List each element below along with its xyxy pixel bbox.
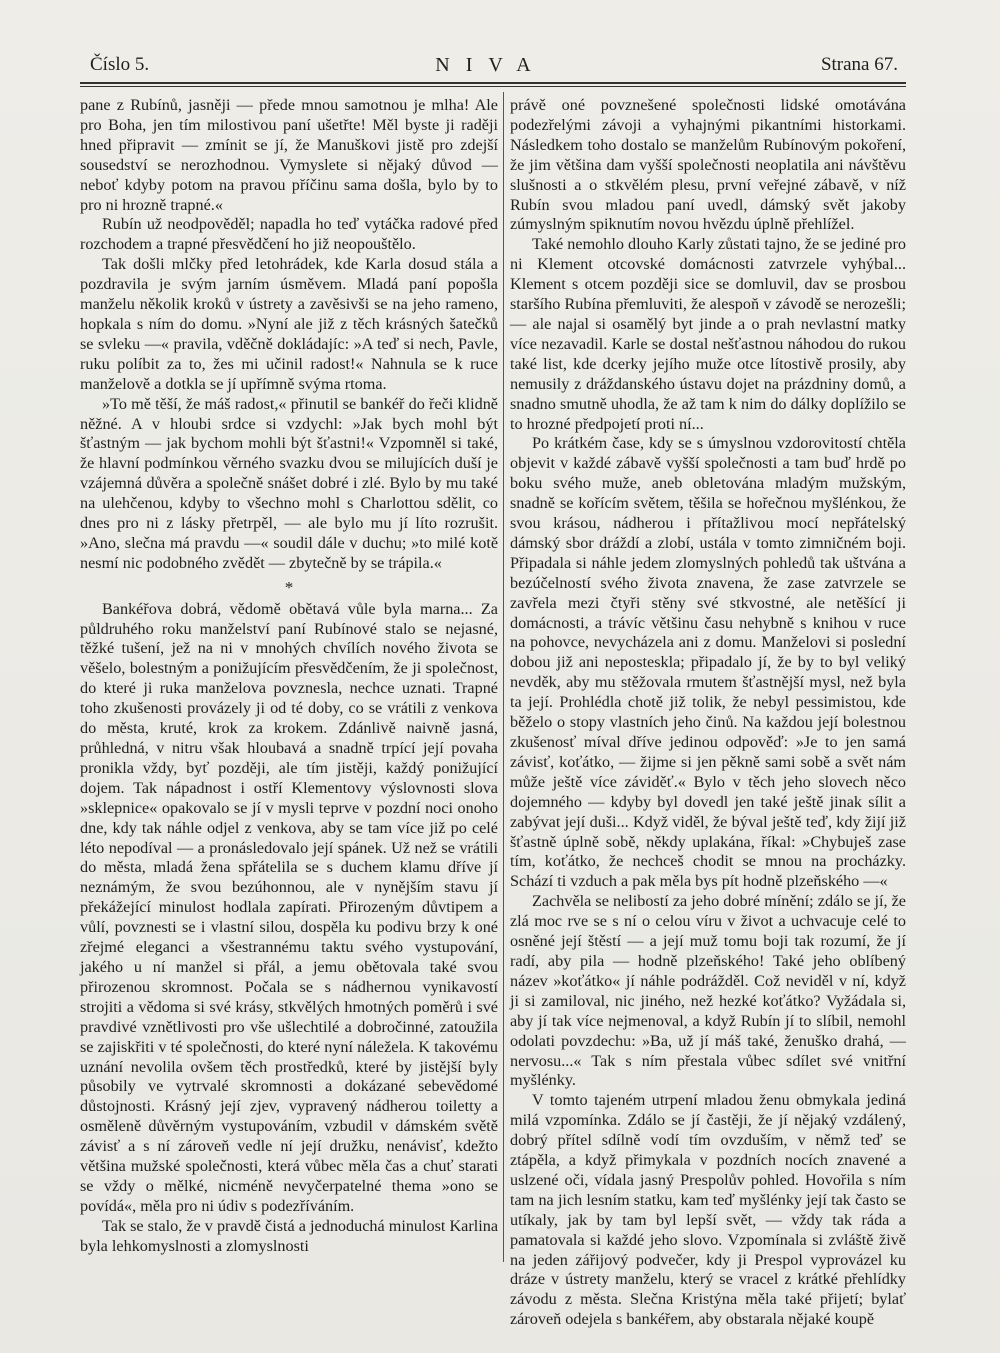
right-column — [510, 96, 906, 1329]
column-divider — [503, 92, 504, 1262]
paragraph: Zachvěla se nelibostí za jeho dobré mínění; zdálo se jí, že zlá moc rve se s ní o celou víru v život a uchvacuje celé to osněné její štěstí — a její muž tomu boji tak rozumí, že jí radí, aby pila — hodně plzeňského! Také jeho oblíbený název »koťátko« jí náhle podrážděl. Což neviděl v ní, když ji si zamiloval, nic jiného, než hezké koťátko? Vyžádala si, aby jí tak více nejmenoval, a když Rubín jí to slíbil, nemohl odolati povzdechu: »Ba, už jí máš také, ženuško drahá, — nervosu...« Tak s ním přestala vůbec sdílet své vnitřní myšlénky. — [510, 892, 906, 1090]
paragraph: »To mě těší, že máš radost,« přinutil se bankéř do řeči klidně něžné. A v hloubi srdce si vzdychl: »Jak bych mohl být šťastným — jak bychom mohli být šťastni!« Vzpomněl si také, že hlavní podmínkou věrného svazku dvou se milujících duší je vzájemná důvěra a společně snášet dobré i zlé. Bylo by mu také na ulehčenou, kdyby to všechno mohl s Charlottou sdělit, co dnes pro ni z lásky přetrpěl, — ale bylo mu jí líto rozrušit. »Ano, slečna má pravdu —« soudil dále v duchu; »to milé kotě nesmí nic podobného zvědět — zbytečně by se trápila.« — [80, 394, 498, 572]
paragraph: Po krátkém čase, kdy se s úmyslnou vzdorovitostí chtěla objevit v každé zábavě vyšší společnosti a tam buď hrdě po boku svého muže, aneb obletována mladým mužským, snadně se kořícím světem, těšila se hořečnou myšlénkou, že svou krásou, nádherou i přítažlivou mocí nepřátelský dámský sbor dráždí a zlobí, ustála v tomto zimničném boji. Připadala si náhle jedem zlomyslných pohledů tak uštvána a bezúčelností svého života znavena, že zase zatvrzele se zavřela mezi čtyři stěny své stkvostné, ale netěšící ji domácnosti, a trávíc většinu času nehybně s knihou v ruce na pohovce, nevycházela ani z domu. Manželovi si poslední dobou již ani neposteskla; připadalo jí, že by to byl veliký nevděk, aby mu stěžovala rmutem šťastnější mysl, než byla ta její. Prohlédla chotě již tolik, že nebyl pessimistou, kde běželo o stopy vlastních jeho činů. Na každou její bolestnou zkušenosť míval dříve jedinou odpověď: »Je to jen samá závisť, koťátko, — žijme si jen pěkně sami sobě a svět nám může ještě více záviděť.« Bylo v těch jeho slovech něco dojemného — kdyby byl dovedl jen také ještě jinak sílit a zabývat její duši... Když viděl, že býval ještě teď, kdy žijí již šťastně úplně sobě, někdy uplakána, říkal: »Chybuješ zase tím, koťátko, že nechceš chodit se mnou na procházky. Schází ti vzduch a pak měla bys pít hodně plzeňského —« — [510, 434, 906, 891]
header-rule-thin — [80, 86, 906, 87]
paragraph: Tak došli mlčky před letohrádek, kde Karla dosud stála a pozdravila je svým jarním úsměvem. Mladá paní popošla manželu několik kroků v ústrety a zavěsivši se na jeho rameno, hopkala s ním do domu. »Nyní ale již z těch krásných šatečků se svleku —« pravila, vděčně dokládajíc: »A teď si nech, Pavle, ruku políbit za to, žes mi učinil radost!« Nahnula se k ruce manželově a dotkla se jí upřímně svýma rtoma. — [80, 255, 498, 393]
paragraph: Rubín už neodpověděl; napadla ho teď vytáčka radové před rozchodem a trapné přesvědčení ho již neopouštělo. — [80, 215, 498, 254]
section-separator: * — [284, 577, 294, 597]
magazine-title: NIVA — [435, 54, 547, 76]
paragraph: Také nemohlo dlouho Karly zůstati tajno, že se jediné pro ni Klement otcovské domácnosti zatvrzele vyhýbal... Klement s otcem později sice se domluvil, dav se prosbou staršího Rubína přemluviti, že alespoň v závodě se nerozešli; — ale najal si osamělý byt jinde a o prah nevlastní matky více nezavadil. Karle se dostal nešťastnou náhodou do rukou také list, kde dcerky jejího muže otce lítostivě prosily, aby nemusily z dráždanského ústavu dojet na prázdniny domů, a snadno smutně uhodla, že až tam k nim do dálky doplížilo se to hrozné předpojetí proti ní... — [510, 235, 906, 433]
issue-number: Číslo 5. — [90, 54, 150, 75]
paragraph: V tomto tajeném utrpení mladou ženu obmykala jediná milá vzpomínka. Zdálo se jí častěji, že jí nějaký vzdálený, dobrý přítel sdílně vodí tím ovzduším, v němž teď se ztápěla, a když přimykala v pozdních nocích znavené a uslzené oči, vídala jasný Prespolův pohled. Hovořila s ním tam na jich lesním statku, kam teď myšlénky její tak často se utíkaly, jak by tam byl lepší svět, — vždy tak ráda a pamatovala si každé jeho slovo. Vzpomínala si zvláště živě na jeden zářijový podvečer, kdy ji Prespol vyprovázel ku dráze v ústrety manželu, který se vracel z krátké přehlídky závodu z města. Slečna Kristýna měla také přijetí; bylať zároveň odejela s bankéřem, aby obstarala nějaké koupě — [510, 1091, 906, 1329]
paragraph: Bankéřova dobrá, vědomě obětavá vůle byla marna... Za půldruhého roku manželství paní Rubínové stalo se nejasné, těžké tušení, jež na ni v mnohých chvílích nového života se věšelo, bolestným a ponižujícím přesvědčením, že ji společnost, do které ji ruka manželova povznesla, nechce uznati. Trapné toho zkušenosti provázely ji od té doby, co se vrátili z venkova do města, kruté, krok za krokem. Zdánlivě naivně jasná, průhledná, v nitru však hloubavá a snadně trpící její povaha pronikla vždy, byť později, ale tím jistěji, každý ponižující dojem. Tak nápadnost i ostří Klementovy výslovnosti slova »sklepnice« opakovalo se jí v mysli teprve v pozdní noci onoho dne, kdy tak náhle odjel z venkova, aby se tam více již po celé léto nepodíval — a pronásledovalo její spánek. Už než se vrátili do města, mladá žena spřátelila se s duchem klamu dříve jí neznámým, že svou bezúhonnou, ale v nynějším stavu jí překážející minulost hodlala zapírati. Přirozeným důvtipem a vůlí, povznesti se i vlastní silou, dospěla ku podivu brzy k oné zřejmé eleganci a všestrannému taktu svého vystupování, jakého u ní manžel si přál, a jemu obětovala také svou přirozenou skromnost. Počala se s nádhernou vynikavostí strojiti a vědoma si své krásy, stkvělých hmotných poměrů i své pravdivé vznětlivosti pro vše ušlechtilé a dobročinné, zatoužila se zajiskřiti v té společnosti, do které nyní náležela. K takovému uznání nevolila ovšem těch prostředků, které by jistější byly působily ve vytrvalé skromnosti a dokázané sebevědomé důstojnosti. Krásný její zjev, vypravený nádherou toiletty a osměleně důvěrným vystupováním, vzbudil v dámském světě závisť a s ní zároveň vedle ní její družku, nenávisť, kdežto většina mužské společnosti, která vůbec měla čas a chuť starati se vždy o mělké, nicméně nevyčerpatelné thema »ono se povídá«, měla pro ni údiv s podezříváním. — [80, 599, 498, 1215]
left-column — [80, 96, 498, 1311]
page-number: Strana 67. — [820, 54, 898, 75]
paragraph: právě oné povznešené společnosti lidské omotávána podezřelými závoji a vyhajnými pikantními historkami. Následkem toho dostalo se manželům Rubínovým pokoření, že jim většina dam vyšší společnosti neoplatila ani návštěvu slušnosti a o stkvělém plesu, první veřejné zábavě, v níž Rubín svou mladou paní uvedl, dámský svět jakoby zúmyslným spiknutím novou hvězdu úplně přehlížel. — [510, 96, 906, 234]
paragraph: Tak se stalo, že v pravdě čistá a jednoduchá minulost Karlina byla lehkomyslnosti a zlomyslnosti — [80, 1216, 498, 1255]
page-header — [78, 54, 904, 80]
header-rule-thick — [80, 82, 906, 84]
paragraph: pane z Rubínů, jasněji — přede mnou samotnou je mlha! Ale pro Boha, jen tím milostivou paní ušetřte! Měl byste ji raději hned připravit — zmínit se jí, že Manuškovi jistě pro zdejší sousedství se nerozhodnou. Vymyslete si nějaký důvod — neboť kdyby potom na pravou příčinu sama došla, bylo by to pro ni hrozně trapné.« — [80, 96, 498, 214]
